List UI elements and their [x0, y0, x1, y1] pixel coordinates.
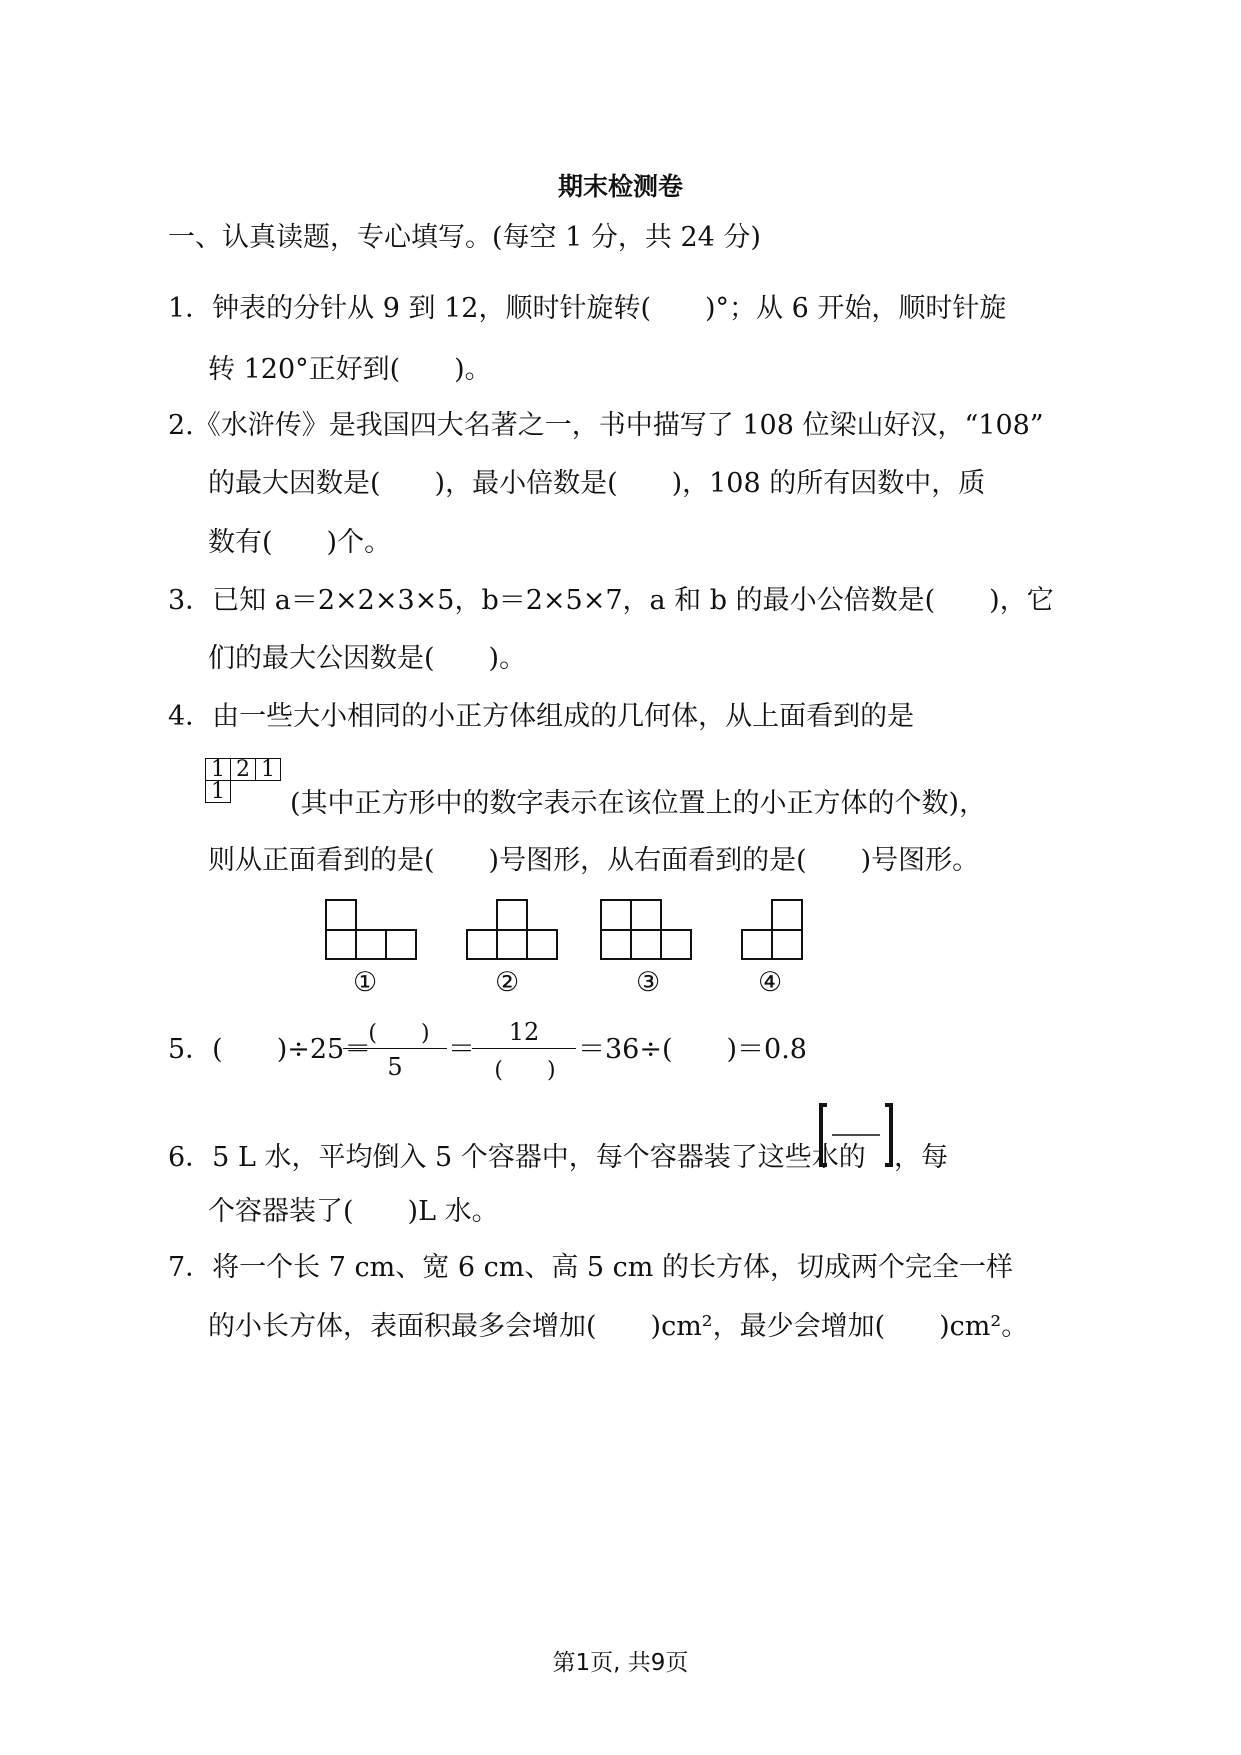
grid-cell: 1: [206, 759, 231, 781]
figure-1-view: [324, 898, 418, 961]
grid-empty-cell: [256, 781, 281, 803]
question-6-line-1-end: ，每: [894, 1142, 948, 1173]
question-4-line-2: (其中正方形中的数字表示在该位置上的小正方体的个数)，: [290, 788, 987, 819]
figure-2-view: [465, 898, 559, 961]
section-heading: 一、认真读题，专心填写。(每空 1 分，共 24 分): [168, 222, 761, 253]
grid-cell: 2: [231, 759, 256, 781]
question-1-line-1: 1．钟表的分针从 9 到 12，顺时针旋转( )°；从 6 开始，顺时针旋: [168, 293, 1007, 324]
question-2-line-1: 2.《水浒传》是我国四大名著之一，书中描写了 108 位梁山好汉，“108”: [168, 410, 1044, 441]
page-title: 期末检测卷: [557, 172, 683, 201]
figure-2-label: ②: [495, 967, 520, 998]
page-footer: 第1页, 共9页: [552, 1650, 689, 1676]
question-3-line-1: 3．已知 a＝2×2×3×5，b＝2×5×7，a 和 b 的最小公倍数是( )，它: [168, 585, 1054, 616]
grid-empty-cell: [231, 781, 256, 803]
question-3-line-2: 们的最大公因数是( )。: [208, 643, 527, 674]
grid-cell: 1: [206, 781, 231, 803]
fraction-1-bar: [343, 1048, 447, 1049]
fraction-1-numerator: ( ): [368, 1021, 430, 1046]
question-6-line-1: 6．5 L 水，平均倒入 5 个容器中，每个容器装了这些水的: [168, 1142, 866, 1173]
fraction-2-numerator: 12: [508, 1018, 540, 1046]
fraction-blank-box: [818, 1102, 894, 1168]
question-4-line-1: 4．由一些大小相同的小正方体组成的几何体，从上面看到的是: [168, 701, 915, 732]
question-5-prefix: 5．( )÷25＝: [168, 1034, 372, 1065]
question-5-suffix: ＝36÷( )＝0.8: [578, 1034, 807, 1065]
question-7-line-1: 7．将一个长 7 cm、宽 6 cm、高 5 cm 的长方体，切成两个完全一样: [168, 1252, 1013, 1283]
question-6-line-2: 个容器装了( )L 水。: [208, 1196, 499, 1227]
question-4-line-3: 则从正面看到的是( )号图形，从右面看到的是( )号图形。: [208, 845, 980, 876]
fraction-2-denominator: ( ): [494, 1058, 556, 1083]
figure-4-view: [740, 898, 804, 961]
fraction-1-denominator: 5: [387, 1053, 403, 1081]
figure-4-label: ④: [758, 967, 783, 998]
question-7-line-2: 的小长方体，表面积最多会增加( )cm²，最少会增加( )cm²。: [208, 1311, 1029, 1342]
question-2-line-2: 的最大因数是( )，最小倍数是( )，108 的所有因数中，质: [208, 468, 986, 499]
figure-3-view: [599, 898, 693, 961]
figure-3-label: ③: [636, 967, 661, 998]
question-2-line-3: 数有( )个。: [208, 527, 392, 558]
figure-1-label: ①: [353, 967, 378, 998]
question-1-line-2: 转 120°正好到( )。: [208, 354, 492, 385]
question-5-equals: ＝: [448, 1034, 475, 1065]
fraction-2-bar: [472, 1048, 576, 1049]
grid-cell: 1: [256, 759, 281, 781]
top-view-grid: [205, 758, 281, 803]
